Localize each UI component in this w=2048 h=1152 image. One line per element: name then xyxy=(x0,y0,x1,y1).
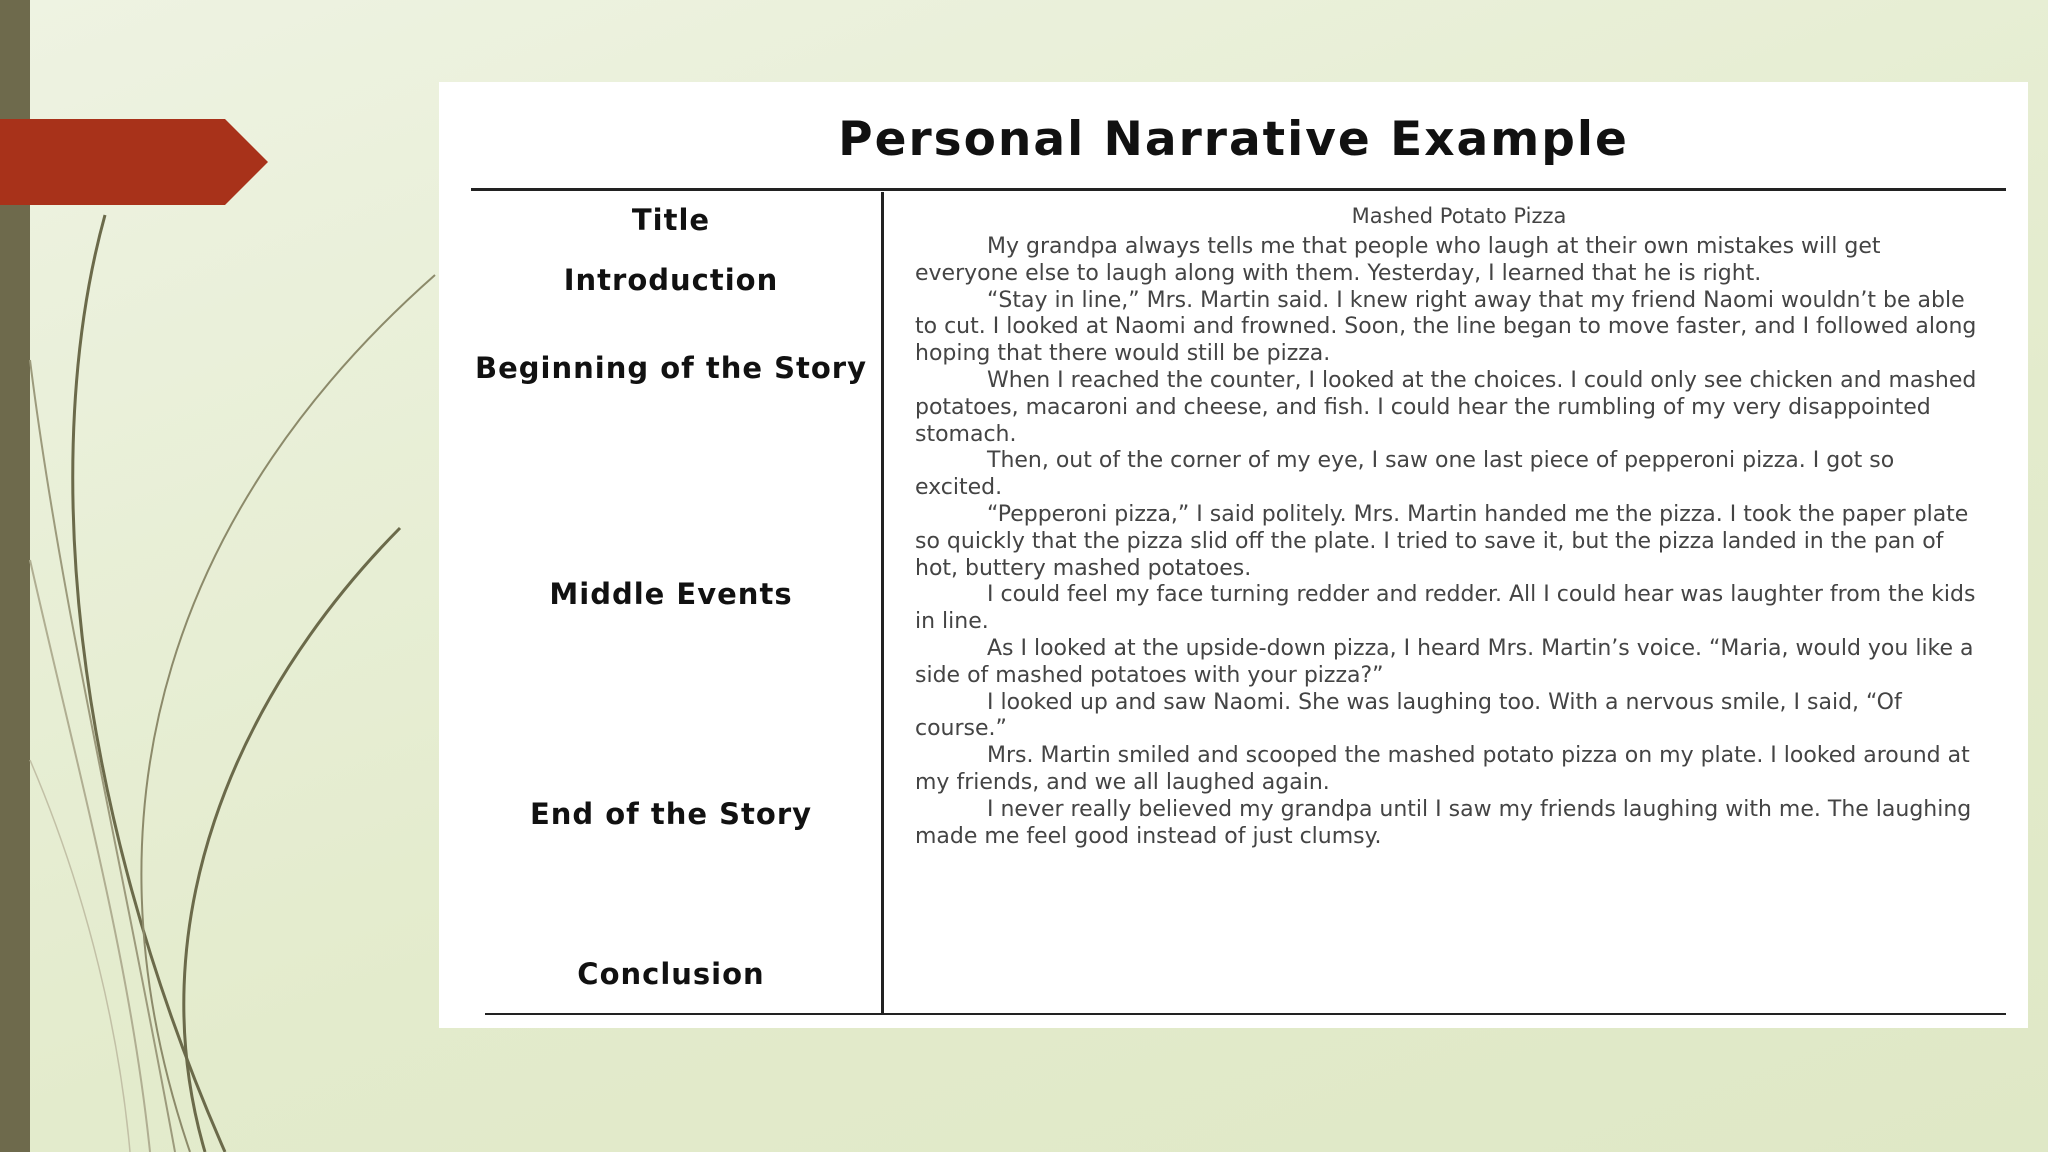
story-paragraph: “Pepperoni pizza,” I said politely. Mrs. Martin handed me the pizza. I took the paper plate so quickly that the pizza slid off the plate. I tried to save it, but the pizza landed in the pan of hot, buttery mashed potatoes. xyxy=(915,501,1969,581)
story-paragraph: Mrs. Martin smiled and scooped the mashed potato pizza on my plate. I looked around at my friends, and we all laughed again. xyxy=(915,743,1970,795)
column-divider xyxy=(881,192,884,1014)
accent-arrow xyxy=(0,119,268,205)
card-heading: Personal Narrative Example xyxy=(838,112,1629,167)
story-paragraph: I looked up and saw Naomi. She was laughing too. With a nervous smile, I said, “Of course.” xyxy=(915,689,1902,742)
label-end-of-story: End of the Story xyxy=(529,797,813,831)
story-title: Mashed Potato Pizza xyxy=(1351,204,1567,228)
story-text xyxy=(915,234,1985,850)
label-middle-events: Middle Events xyxy=(549,577,793,611)
label-beginning: Beginning of the Story xyxy=(475,351,867,385)
title-rule xyxy=(471,188,2006,191)
story-paragraph: Then, out of the corner of my eye, I saw one last piece of pepperoni pizza. I got so excited. xyxy=(915,448,1895,501)
story-paragraph: “Stay in line,” Mrs. Martin said. I knew right away that my friend Naomi wouldn’t be able to cut. I looked at Naomi and frowned. Soon, the line began to move faster, and I followed along hoping that there would still be pizza. xyxy=(915,287,1977,367)
label-introduction: Introduction xyxy=(563,263,779,297)
label-title: Title xyxy=(631,203,711,237)
story-paragraph: When I reached the counter, I looked at the choices. I could only see chicken and mashed potatoes, macaroni and cheese, and fish. I could hear the rumbling of my very disappointed stomach. xyxy=(915,367,1977,447)
narrative-example-card xyxy=(439,82,2028,1028)
story-paragraph: My grandpa always tells me that people who laugh at their own mistakes will get everyone else to laugh along with them. Yesterday, I learned that he is right. xyxy=(915,234,1881,286)
label-conclusion: Conclusion xyxy=(577,957,765,991)
story-paragraph: As I looked at the upside-down pizza, I heard Mrs. Martin’s voice. “Maria, would you like a side of mashed potatoes with your pizza?” xyxy=(915,635,1974,688)
bottom-rule xyxy=(485,1013,2006,1015)
story-paragraph: I never really believed my grandpa until I saw my friends laughing with me. The laughing made me feel good instead of just clumsy. xyxy=(915,796,1972,849)
story-paragraph: I could feel my face turning redder and redder. All I could hear was laughter from the kids in line. xyxy=(915,582,1976,635)
